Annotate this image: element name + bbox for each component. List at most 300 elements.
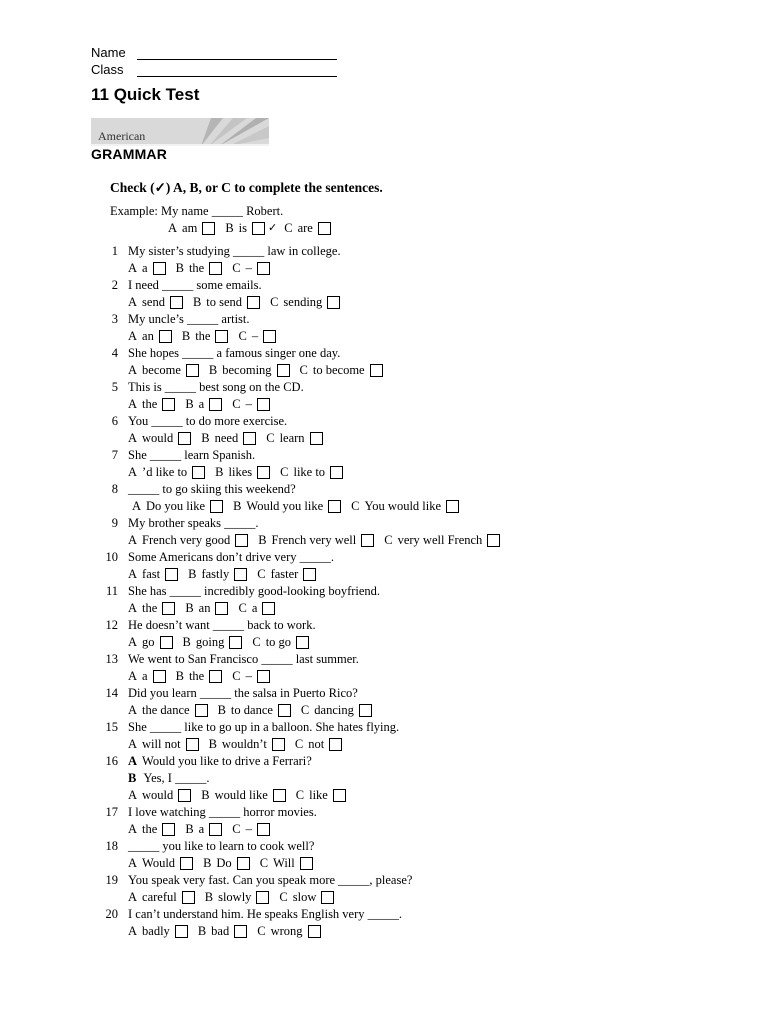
answer-options [128, 635, 319, 650]
question-stem: My sister’s studying _____ law in college. [128, 244, 341, 258]
option-checkbox[interactable] [359, 704, 372, 717]
option-b [188, 567, 247, 582]
option-b [215, 465, 270, 480]
class-label: Class [91, 62, 124, 77]
question-stem: _____ to go skiing this weekend? [128, 482, 296, 496]
question-number: 8 [111, 482, 118, 496]
answer-options [128, 261, 280, 276]
option-letter: A [128, 363, 138, 377]
question-number: 4 [111, 346, 118, 360]
question-number: 13 [105, 652, 118, 666]
question-number: 16 [105, 754, 118, 768]
page-title: 11 Quick Test [91, 85, 200, 104]
option-checkbox[interactable] [153, 262, 166, 275]
option-b [203, 856, 250, 871]
option-checkbox[interactable] [178, 432, 191, 445]
option-b [193, 295, 260, 310]
option-a [128, 329, 172, 344]
question-stem: I love watching _____ horror movies. [128, 805, 317, 819]
option-checkbox[interactable] [234, 568, 247, 581]
question-stem: You _____ to do more exercise. [128, 414, 288, 428]
option-letter: A [128, 431, 138, 445]
option-checkbox[interactable] [257, 823, 270, 836]
question-16 [0, 754, 768, 805]
option-text: the [142, 397, 158, 411]
option-checkbox[interactable] [170, 296, 183, 309]
option-a [128, 924, 188, 939]
question-stem [128, 754, 312, 769]
option-checkbox[interactable] [192, 466, 205, 479]
option-letter: C [300, 703, 310, 717]
option-letter: B [217, 703, 226, 717]
option-checkbox[interactable] [186, 364, 199, 377]
example-sentence: Example: My name _____ Robert. [110, 204, 284, 218]
option-checkbox[interactable] [296, 636, 309, 649]
option-letter: B [225, 221, 234, 235]
option-text: would [142, 788, 174, 802]
option-text: a [142, 669, 148, 683]
question-2 [0, 278, 768, 312]
question-stem: I can’t understand him. He speaks English very _____. [128, 907, 403, 921]
answer-options [128, 924, 331, 939]
option-checkbox[interactable] [278, 704, 291, 717]
option-a [128, 856, 193, 871]
option-text: French very good [142, 533, 231, 547]
option-c [279, 890, 334, 905]
question-stem: My uncle’s _____ artist. [128, 312, 250, 326]
option-letter: A [128, 295, 138, 309]
option-c [300, 363, 383, 378]
option-a [132, 499, 223, 514]
option-text: very well French [397, 533, 483, 547]
option-letter: A [128, 669, 138, 683]
option-checkbox[interactable] [327, 296, 340, 309]
option-text: fastly [201, 567, 230, 581]
question-list [0, 244, 768, 941]
option-a [128, 669, 166, 684]
option-letter: B [203, 856, 212, 870]
option-text: badly [142, 924, 170, 938]
option-checkbox[interactable] [215, 330, 228, 343]
option-c [270, 295, 340, 310]
answer-options [132, 499, 469, 514]
american-banner [91, 118, 269, 146]
answer-text: Yes, I _____. [143, 771, 210, 785]
option-b [183, 635, 243, 650]
option-checkbox[interactable] [318, 222, 331, 235]
option-a [128, 567, 178, 582]
answer-options [128, 397, 280, 412]
question-1 [0, 244, 768, 278]
option-letter: A [128, 788, 138, 802]
option-checkbox[interactable] [257, 466, 270, 479]
option-b [201, 431, 256, 446]
question-stem: You speak very fast. Can you speak more _____, please? [128, 873, 413, 887]
option-letter: C [232, 397, 241, 411]
option-a [128, 788, 191, 803]
option-checkbox[interactable] [209, 262, 222, 275]
option-text: need [214, 431, 239, 445]
option-a [128, 635, 173, 650]
option-text: am [182, 221, 198, 235]
option-checkbox[interactable] [175, 925, 188, 938]
option-checkbox[interactable] [321, 891, 334, 904]
option-text: send [142, 295, 165, 309]
check-mark-icon: ✓ [268, 221, 278, 234]
option-checkbox[interactable] [159, 330, 172, 343]
option-letter: B [185, 601, 194, 615]
option-c [384, 533, 500, 548]
option-text: a [251, 601, 258, 615]
option-text: Do you like [146, 499, 206, 513]
option-checkbox[interactable] [237, 857, 250, 870]
option-b [176, 669, 223, 684]
option-c [266, 431, 322, 446]
question-12 [0, 618, 768, 652]
option-text: is [238, 221, 247, 235]
option-text: Will [273, 856, 295, 870]
question-number: 2 [111, 278, 118, 292]
question-17 [0, 805, 768, 839]
option-text: a [198, 397, 205, 411]
option-checkbox[interactable] [160, 636, 173, 649]
option-a [128, 295, 183, 310]
option-text: Do [216, 856, 232, 870]
banner-text: American [98, 129, 146, 143]
option-text: like [309, 788, 328, 802]
option-letter: C [257, 924, 266, 938]
option-checkbox[interactable] [186, 738, 199, 751]
answer-options [128, 788, 356, 803]
option-text: slowly [218, 890, 252, 904]
question-number: 3 [111, 312, 118, 326]
question-stem: We went to San Francisco _____ last summer. [128, 652, 359, 666]
option-text: becoming [222, 363, 272, 377]
question-number: 5 [111, 380, 118, 394]
question-number: 6 [111, 414, 118, 428]
option-letter: C [284, 221, 293, 235]
option-checkbox[interactable] [262, 602, 275, 615]
option-letter: A [128, 533, 138, 547]
option-letter: A [128, 822, 138, 836]
answer-options [128, 703, 382, 718]
question-18 [0, 839, 768, 873]
option-letter: B [197, 924, 207, 938]
example-options [168, 221, 341, 236]
class-field[interactable] [137, 64, 337, 77]
option-checkbox[interactable] [361, 534, 374, 547]
option-checkbox[interactable] [210, 500, 223, 513]
option-text: a [198, 822, 205, 836]
option-letter: B [175, 669, 184, 683]
option-a [128, 703, 208, 718]
option-letter: B [175, 261, 184, 275]
option-b [198, 924, 247, 939]
option-b [209, 363, 290, 378]
option-b [185, 397, 222, 412]
option-letter: B [208, 737, 217, 751]
option-text: to send [206, 295, 243, 309]
option-checkbox[interactable] [308, 925, 321, 938]
answer-options [128, 822, 280, 837]
option-text: would [142, 431, 174, 445]
option-a [128, 737, 199, 752]
option-checkbox[interactable] [257, 262, 270, 275]
option-b [201, 788, 285, 803]
option-text: not [308, 737, 325, 751]
option-letter: C [351, 499, 360, 513]
option-a [128, 465, 205, 480]
option-checkbox[interactable] [162, 398, 175, 411]
option-text: – [245, 822, 252, 836]
option-letter: B [192, 295, 202, 309]
option-checkbox[interactable] [370, 364, 383, 377]
answer-options [128, 533, 510, 548]
option-letter: C [257, 567, 266, 581]
option-text: would like [214, 788, 268, 802]
option-letter: B [185, 822, 194, 836]
option-text: the [188, 669, 205, 683]
question-stem: _____ you like to learn to cook well? [128, 839, 315, 853]
option-a [128, 397, 175, 412]
option-text: become [142, 363, 181, 377]
option-checkbox[interactable] [273, 789, 286, 802]
option-text: the [142, 601, 158, 615]
option-c [260, 856, 313, 871]
option-text: wouldn’t [221, 737, 267, 751]
option-text: – [245, 669, 252, 683]
option-a [128, 431, 191, 446]
option-text: an [142, 329, 154, 343]
option-c [284, 221, 331, 236]
option-letter: C [232, 822, 241, 836]
question-number: 15 [105, 720, 118, 734]
option-text: wrong [270, 924, 303, 938]
question-6 [0, 414, 768, 448]
section-heading: GRAMMAR [91, 146, 168, 162]
question-answer-line [128, 771, 209, 786]
option-b [176, 261, 223, 276]
option-text: an [198, 601, 211, 615]
option-c [295, 737, 342, 752]
option-b [225, 221, 278, 236]
question-stem: He doesn’t want _____ back to work. [128, 618, 316, 632]
option-letter: B [182, 635, 191, 649]
option-text: – [245, 261, 252, 275]
question-3 [0, 312, 768, 346]
option-checkbox[interactable] [229, 636, 242, 649]
option-a [168, 221, 215, 236]
option-checkbox[interactable] [202, 222, 215, 235]
option-text: the [142, 822, 158, 836]
answer-options [128, 363, 393, 378]
option-text: likes [228, 465, 253, 479]
option-checkbox[interactable] [263, 330, 276, 343]
option-letter: C [270, 295, 279, 309]
question-8 [0, 482, 768, 516]
option-letter: A [128, 601, 138, 615]
option-letter: C [299, 363, 308, 377]
answer-options [128, 465, 353, 480]
option-letter: C [279, 890, 288, 904]
question-5 [0, 380, 768, 414]
class-field-row [91, 62, 337, 77]
question-number: 7 [111, 448, 118, 462]
option-b [205, 890, 270, 905]
option-checkbox[interactable] [487, 534, 500, 547]
option-text: bad [211, 924, 230, 938]
option-text: learn [279, 431, 305, 445]
question-10 [0, 550, 768, 584]
option-a [128, 601, 175, 616]
question-number: 20 [105, 907, 118, 921]
answer-options [128, 856, 323, 871]
option-text: You would like [364, 499, 442, 513]
question-4 [0, 346, 768, 380]
name-field-row [91, 45, 337, 60]
option-letter: C [232, 261, 241, 275]
instruction: Check (✓) A, B, or C to complete the sentences. [110, 180, 383, 195]
option-checkbox[interactable] [257, 398, 270, 411]
answer-options [128, 601, 285, 616]
question-text: Would you like to drive a Ferrari? [142, 754, 312, 768]
option-letter: B [181, 329, 191, 343]
question-20 [0, 907, 768, 941]
option-checkbox[interactable] [195, 704, 208, 717]
option-letter: B [201, 431, 210, 445]
option-text: – [245, 397, 252, 411]
option-letter: B [204, 890, 214, 904]
option-text: like to [293, 465, 326, 479]
option-checkbox[interactable] [328, 500, 341, 513]
option-letter: C [252, 635, 261, 649]
answer-options [128, 669, 280, 684]
option-checkbox[interactable] [329, 738, 342, 751]
answer-options [128, 890, 344, 905]
option-letter: C [266, 431, 275, 445]
question-19 [0, 873, 768, 907]
option-a [128, 822, 175, 837]
option-checkbox[interactable] [330, 466, 343, 479]
option-c [301, 703, 372, 718]
option-letter: A [128, 567, 138, 581]
option-b [185, 822, 222, 837]
question-9 [0, 516, 768, 550]
name-field[interactable] [137, 47, 337, 60]
option-checkbox[interactable] [209, 823, 222, 836]
option-text: – [251, 329, 259, 343]
option-text: to become [312, 363, 365, 377]
option-checkbox[interactable] [153, 670, 166, 683]
question-stem: She hopes _____ a famous singer one day. [128, 346, 341, 360]
question-stem: She _____ learn Spanish. [128, 448, 256, 462]
option-c [238, 329, 276, 344]
option-text: ’d like to [142, 465, 188, 479]
option-checkbox[interactable] [446, 500, 459, 513]
option-letter: A [128, 856, 138, 870]
option-checkbox[interactable] [209, 670, 222, 683]
option-checkbox[interactable] [272, 738, 285, 751]
option-letter: C [294, 737, 304, 751]
option-letter: A [128, 465, 138, 479]
option-checkbox[interactable] [162, 602, 175, 615]
option-checkbox[interactable] [333, 789, 346, 802]
option-letter: A [128, 890, 138, 904]
option-checkbox[interactable] [277, 364, 290, 377]
option-checkbox[interactable] [310, 432, 323, 445]
option-checkbox[interactable] [300, 857, 313, 870]
option-letter: C [232, 669, 241, 683]
option-checkbox[interactable] [303, 568, 316, 581]
option-checkbox[interactable] [247, 296, 260, 309]
question-number: 10 [105, 550, 118, 564]
option-checkbox[interactable] [178, 789, 191, 802]
option-b [185, 601, 228, 616]
option-c [232, 397, 270, 412]
option-text: going [195, 635, 225, 649]
question-14 [0, 686, 768, 720]
option-text: French very well [271, 533, 357, 547]
answer-options [128, 329, 286, 344]
option-letter: A [128, 924, 138, 938]
option-letter: A [128, 737, 138, 751]
option-b [218, 703, 291, 718]
question-stem: My brother speaks _____. [128, 516, 259, 530]
option-letter: C [238, 329, 247, 343]
option-checkbox[interactable] [234, 925, 247, 938]
option-checkbox[interactable] [162, 823, 175, 836]
option-checkbox[interactable] [256, 891, 269, 904]
option-text: fast [142, 567, 161, 581]
option-a [128, 533, 248, 548]
option-checkbox[interactable] [165, 568, 178, 581]
option-letter: B [201, 788, 210, 802]
option-c [351, 499, 459, 514]
option-letter: C [384, 533, 393, 547]
option-c [238, 601, 275, 616]
name-label: Name [91, 45, 126, 60]
option-letter: B [233, 499, 242, 513]
option-text: to dance [230, 703, 273, 717]
option-checkbox[interactable] [257, 670, 270, 683]
option-letter: C [280, 465, 289, 479]
speaker-a: A [128, 754, 138, 768]
option-checkbox[interactable] [209, 398, 222, 411]
option-checkbox[interactable] [182, 891, 195, 904]
option-checkbox[interactable] [215, 602, 228, 615]
option-text: a [142, 261, 148, 275]
question-number: 19 [105, 873, 118, 887]
option-text: faster [270, 567, 299, 581]
option-b [233, 499, 341, 514]
option-checkbox[interactable] [235, 534, 248, 547]
option-letter: B [215, 465, 224, 479]
option-c [280, 465, 343, 480]
option-a [128, 890, 195, 905]
option-text: slow [292, 890, 317, 904]
option-checkbox[interactable] [180, 857, 193, 870]
option-checkbox[interactable] [252, 222, 265, 235]
question-number: 1 [111, 244, 118, 258]
option-c [232, 822, 270, 837]
question-15 [0, 720, 768, 754]
question-stem: Some Americans don’t drive very _____. [128, 550, 334, 564]
answer-options [128, 737, 352, 752]
option-checkbox[interactable] [243, 432, 256, 445]
question-stem: I need _____ some emails. [128, 278, 262, 292]
option-text: sending [283, 295, 323, 309]
option-text: the [188, 261, 205, 275]
